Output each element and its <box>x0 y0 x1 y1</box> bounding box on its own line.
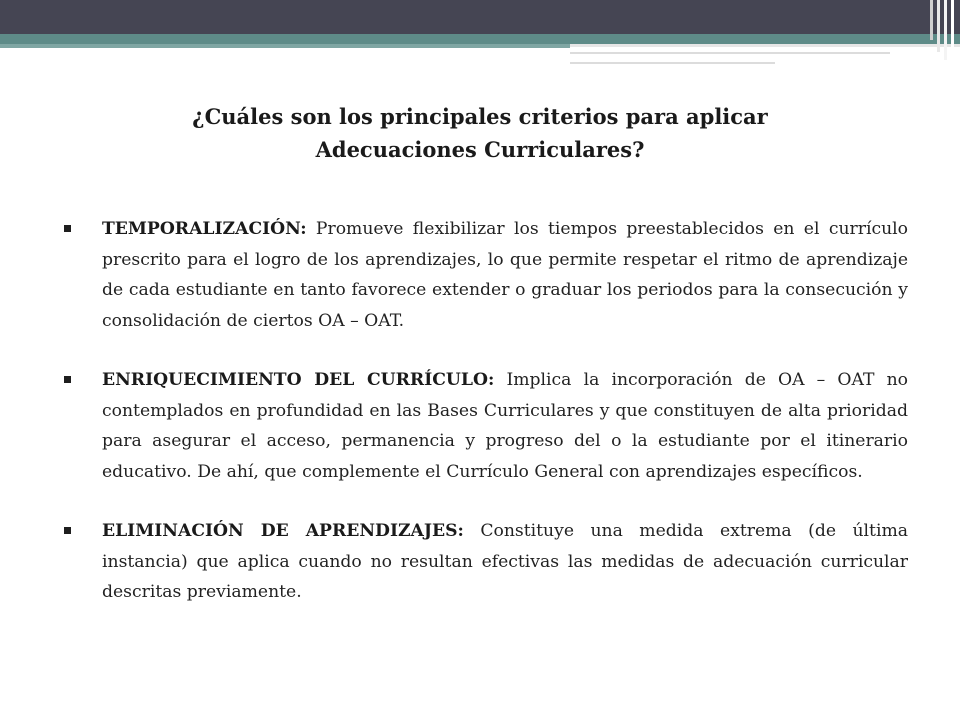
header-accent-stripe <box>0 34 960 44</box>
criteria-list <box>0 214 960 637</box>
square-bullet-icon <box>64 527 71 534</box>
header-deco-line <box>570 44 960 47</box>
header-vertical-bar <box>930 0 933 40</box>
square-bullet-icon <box>64 376 71 383</box>
header-accent-stripe-lower <box>0 44 570 48</box>
criterion-description: Promueve flexibilizar los tiempos preestablecidos en el currículo prescrito para el logro de los aprendizajes, lo que permite respetar el ritmo de aprendizaje de cada estudiante en tanto favorece extender o graduar los periodos para la consecución y consolidación de ciertos OA – OAT. <box>102 219 908 331</box>
square-bullet-icon <box>64 225 71 232</box>
header-deco-line <box>570 62 775 64</box>
header-deco-line <box>570 52 890 54</box>
criterion-body <box>102 365 908 487</box>
criterion-body <box>102 516 908 608</box>
header-vertical-bar <box>951 0 954 64</box>
slide-title: ¿Cuáles son los principales criterios para aplicar Adecuaciones Curriculares? <box>192 104 768 162</box>
header-vertical-bars <box>928 0 960 64</box>
header-vertical-bar <box>944 0 947 60</box>
criterion-term: TEMPORALIZACIÓN: <box>102 219 307 239</box>
criterion-temporalizacion <box>0 214 960 336</box>
criterion-body <box>102 214 908 336</box>
criterion-term: ENRIQUECIMIENTO DEL CURRÍCULO: <box>102 370 495 390</box>
header-band <box>0 0 960 34</box>
criterion-description: Implica la incorporación de OA – OAT no contemplados en profundidad en las Bases Curriculares y que constituyen de alta prioridad para asegurar el acceso, permanencia y progreso del o la estudiante por el itinerario educativo. De ahí, que complemente el Currículo General con aprendizajes específicos. <box>102 370 908 482</box>
criterion-description: Constituye una medida extrema (de última instancia) que aplica cuando no resultan efectivas las medidas de adecuación curricular descritas previamente. <box>102 521 908 602</box>
header-vertical-bar <box>937 0 940 52</box>
criterion-term: ELIMINACIÓN DE APRENDIZAJES: <box>102 521 464 541</box>
criterion-eliminacion <box>0 516 960 608</box>
criterion-enriquecimiento <box>0 365 960 487</box>
